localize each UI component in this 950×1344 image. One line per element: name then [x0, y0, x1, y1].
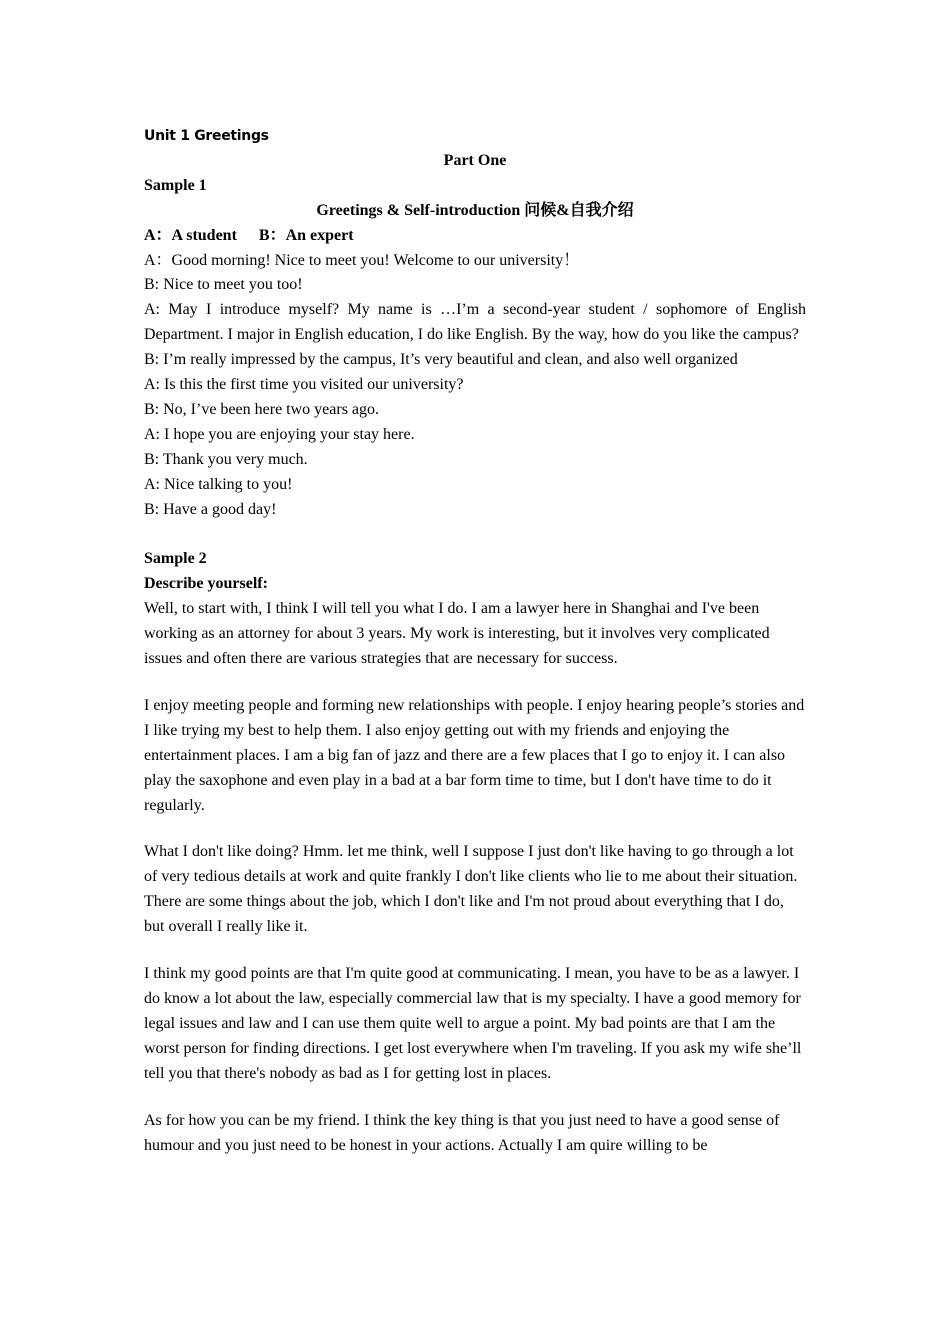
dialogue-line: B: Nice to meet you too!: [144, 276, 303, 294]
spacer: [144, 523, 806, 548]
paragraph: As for how you can be my friend. I think the key thing is that you just need to have a good sense of humour and you just need to be honest in your actions. Actually I am quire willing to be: [144, 1111, 780, 1154]
dialogue-line: A: I hope you are enjoying your stay here.: [144, 425, 415, 443]
spacer: [144, 940, 806, 962]
sample1-title: Greetings & Self-introduction 问候&自我介绍: [316, 201, 634, 219]
part-title: Part One: [443, 151, 507, 169]
dialogue-line: B: No, I’ve been here two years ago.: [144, 400, 380, 418]
paragraph: Well, to start with, I think I will tell you what I do. I am a lawyer here in Shanghai and I've been working as an attorney for about 3 years. My work is interesting, but it involves very complicated issues and often there are various strategies that are necessary for success.: [144, 600, 770, 668]
dialogue-line: A: Is this the first time you visited our university?: [144, 376, 464, 394]
role-a: A：A student: [144, 226, 237, 244]
paragraph: I think my good points are that I'm quite good at communicating. I mean, you have to be as a lawyer. I do know a lot about the law, especially commercial law that is my specialty. I have a good memory for legal issues and law and I can use them quite well to argue a point. My bad points are that I am the worst person for finding directions. I get lost everywhere when I'm traveling. If you ask my wife she’ll tell you that there's nobody as bad as I for getting lost in places.: [144, 965, 802, 1082]
role-b: B：An expert: [258, 226, 354, 244]
spacer: [144, 672, 806, 694]
sample2-heading: Sample 2: [144, 550, 207, 568]
document-body: [144, 124, 806, 1158]
spacer: [144, 1087, 806, 1109]
dialogue-line: A: Nice talking to you!: [144, 475, 293, 493]
sample1-roles: [144, 224, 806, 249]
dialogue-line: A: May I introduce myself? My name is …I’m a second-year student / sophomore of English Department. I major in English education, I do like English. By the way, how do you like the campus?: [144, 301, 806, 344]
sample2-subheading: Describe yourself:: [144, 575, 268, 593]
dialogue-line: A：Good morning! Nice to meet you! Welcome to our university！: [144, 251, 580, 269]
paragraph: What I don't like doing? Hmm. let me think, well I suppose I just don't like having to go through a lot of very tedious details at work and quite frankly I don't like clients who lie to me about their situation. There are some things about the job, which I don't like and I'm not proud about everything that I do, but overall I really like it.: [144, 843, 798, 936]
dialogue-line: B: Thank you very much.: [144, 450, 308, 468]
sample1-heading: Sample 1: [144, 176, 207, 194]
dialogue-line: B: I’m really impressed by the campus, It’s very beautiful and clean, and also well organized: [144, 351, 738, 369]
paragraph: I enjoy meeting people and forming new relationships with people. I enjoy hearing people’s stories and I like trying my best to help them. I also enjoy getting out with my friends and enjoying the entertainment places. I am a big fan of jazz and there are a few places that I go to enjoy it. I can also play the saxophone and even play in a bad at a bar form time to time, but I don't have time to do it regularly.: [144, 696, 805, 814]
dialogue-line: B: Have a good day!: [144, 500, 277, 518]
spacer: [144, 818, 806, 840]
unit-title: Unit 1 Greetings: [144, 128, 269, 144]
